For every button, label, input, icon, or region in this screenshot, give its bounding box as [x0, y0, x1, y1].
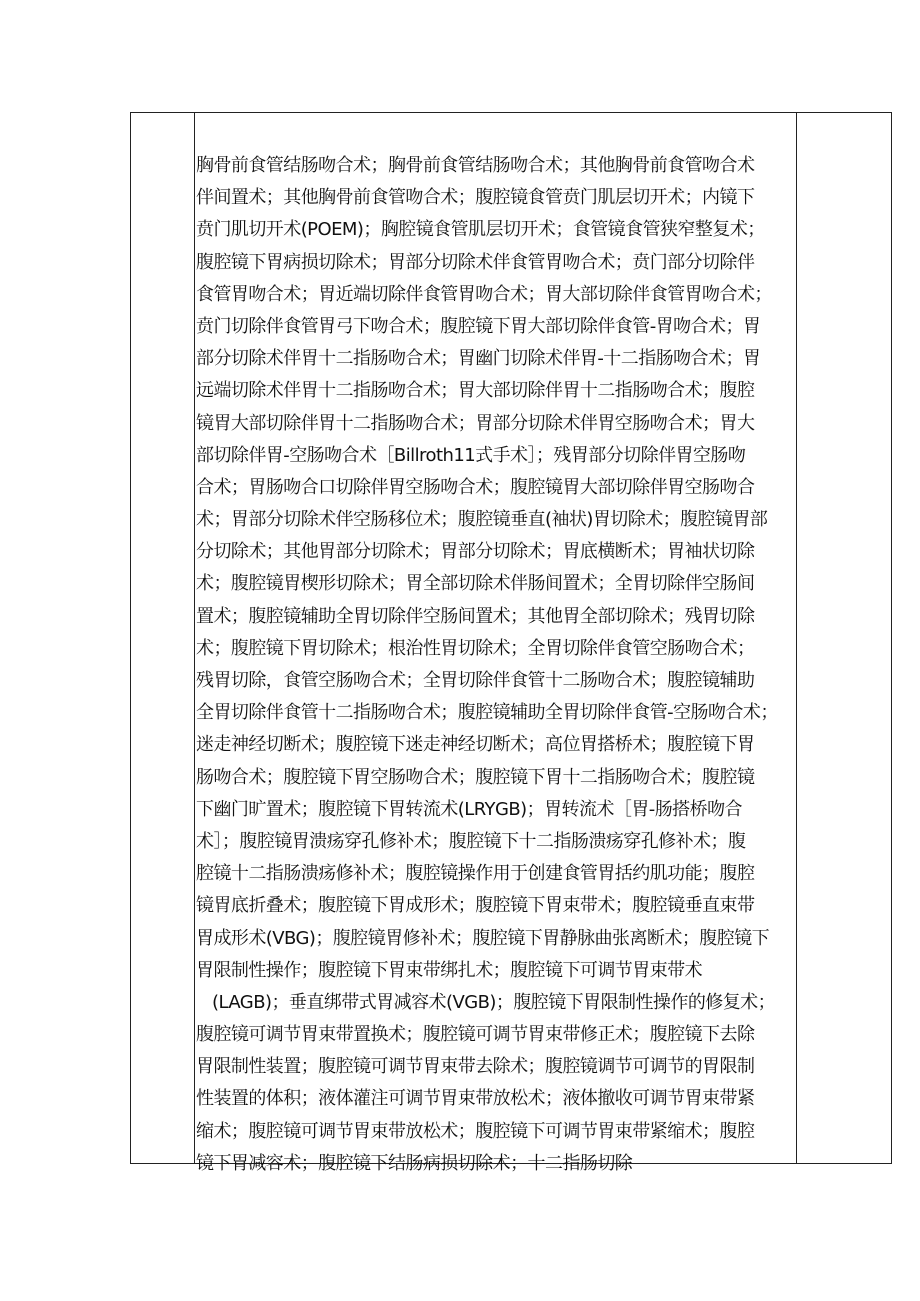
- procedure-text-line: 合术；胃肠吻合口切除伴胃空肠吻合术；腹腔镜胃大部切除伴胃空肠吻合: [196, 476, 755, 498]
- procedure-text-line: 分切除术；其他胃部分切除术；胃部分切除术；胃底横断术；胃袖状切除: [196, 541, 755, 563]
- procedure-text-line: (LAGB)；垂直绑带式胃减容术(VGB)；腹腔镜下胃限制性操作的修复术；: [212, 991, 776, 1013]
- procedure-text-line: 术；胃部分切除术伴空肠移位术；腹腔镜垂直(袖状)胃切除术；腹腔镜胃部: [196, 509, 768, 531]
- procedure-text-line: 腹腔镜可调节胃束带置换术；腹腔镜可调节胃束带修正术；腹腔镜下去除: [196, 1024, 755, 1046]
- procedure-text-line: 残胃切除，食管空肠吻合术；全胃切除伴食管十二肠吻合术；腹腔镜辅助: [196, 670, 755, 691]
- procedure-text-line: 肠吻合术；腹腔镜下胃空肠吻合术；腹腔镜下胃十二指肠吻合术；腹腔镜: [196, 766, 755, 788]
- procedure-text-line: 术；腹腔镜胃楔形切除术；胃全部切除术伴肠间置术；全胃切除伴空肠间: [196, 573, 755, 595]
- procedure-text-line: 伴间置术；其他胸骨前食管吻合术；腹腔镜食管贲门肌层切开术；内镜下: [196, 187, 755, 209]
- procedure-text-line: 性装置的体积；液体灌注可调节胃束带放松术；液体撤收可调节胃束带紧: [196, 1088, 755, 1110]
- left-empty-cell: [131, 113, 194, 1163]
- procedure-list-cell: [196, 150, 798, 1180]
- procedure-text-line: 胃限制性操作；腹腔镜下胃束带绑扎术；腹腔镜下可调节胃束带术: [196, 959, 703, 981]
- procedure-text-line: 贲门肌切开术(POEM)；胸腔镜食管肌层切开术；食管镜食管狭窄整复术；: [196, 219, 765, 241]
- procedure-text-line: 部分切除术伴胃十二指肠吻合术；胃幽门切除术伴胃-十二指肠吻合术；胃: [196, 348, 761, 370]
- procedure-text-line: 镜胃底折叠术；腹腔镜下胃成形术；腹腔镜下胃束带术；腹腔镜垂直束带: [196, 895, 755, 917]
- procedure-text-line: 腔镜十二指肠溃疡修补术；腹腔镜操作用于创建食管胃括约肌功能；腹腔: [196, 863, 755, 885]
- procedure-text-line: 远端切除术伴胃十二指肠吻合术；胃大部切除伴胃十二指肠吻合术；腹腔: [196, 380, 755, 402]
- procedure-text-line: 镜下胃减容术；腹腔镜下结肠病损切除术；十二指肠切除: [196, 1152, 633, 1174]
- procedure-text-line: 置术；腹腔镜辅助全胃切除伴空肠间置术；其他胃全部切除术；残胃切除: [196, 605, 755, 627]
- procedure-table: [130, 112, 892, 1174]
- procedure-text-line: 下幽门旷置术；腹腔镜下胃转流术(LRYGB)；胃转流术［胃-肠搭桥吻合: [196, 798, 742, 820]
- procedure-text-line: 贲门切除伴食管胃弓下吻合术；腹腔镜下胃大部切除伴食管-胃吻合术；胃: [196, 315, 761, 337]
- procedure-text-line: 胃成形术(VBG)；腹腔镜胃修补术；腹腔镜下胃静脉曲张离断术；腹腔镜下: [196, 927, 770, 949]
- procedure-text-line: 胸骨前食管结肠吻合术；胸骨前食管结肠吻合术；其他胸骨前食管吻合术: [196, 155, 755, 176]
- right-empty-cell: [797, 113, 891, 1163]
- procedure-text-line: 迷走神经切断术；腹腔镜下迷走神经切断术；高位胃搭桥术；腹腔镜下胃: [196, 734, 755, 756]
- procedure-text-line: 缩术；腹腔镜可调节胃束带放松术；腹腔镜下可调节胃束带紧缩术；腹腔: [196, 1120, 755, 1142]
- procedure-text-line: 术；腹腔镜下胃切除术；根治性胃切除术；全胃切除伴食管空肠吻合术；: [196, 637, 755, 659]
- procedure-text-line: 胃限制性装置；腹腔镜可调节胃束带去除术；腹腔镜调节可调节的胃限制: [196, 1056, 755, 1078]
- procedure-text-line: 全胃切除伴食管十二指肠吻合术；腹腔镜辅助全胃切除伴食管-空肠吻合术；: [196, 702, 778, 724]
- procedure-text-line: 腹腔镜下胃病损切除术；胃部分切除术伴食管胃吻合术；贲门部分切除伴: [196, 251, 755, 273]
- procedure-text-line: 食管胃吻合术；胃近端切除伴食管胃吻合术；胃大部切除伴食管胃吻合术；: [196, 283, 772, 305]
- procedure-text-line: 术］；腹腔镜胃溃疡穿孔修补术；腹腔镜下十二指肠溃疡穿孔修补术；腹: [196, 830, 746, 852]
- column-divider-left: [194, 113, 195, 1163]
- procedure-text-line: 镜胃大部切除伴胃十二指肠吻合术；胃部分切除术伴胃空肠吻合术；胃大: [196, 412, 755, 434]
- procedure-text-line: 部切除伴胃-空肠吻合术［Billroth11式手术］；残胃部分切除伴胃空肠吻: [196, 444, 746, 466]
